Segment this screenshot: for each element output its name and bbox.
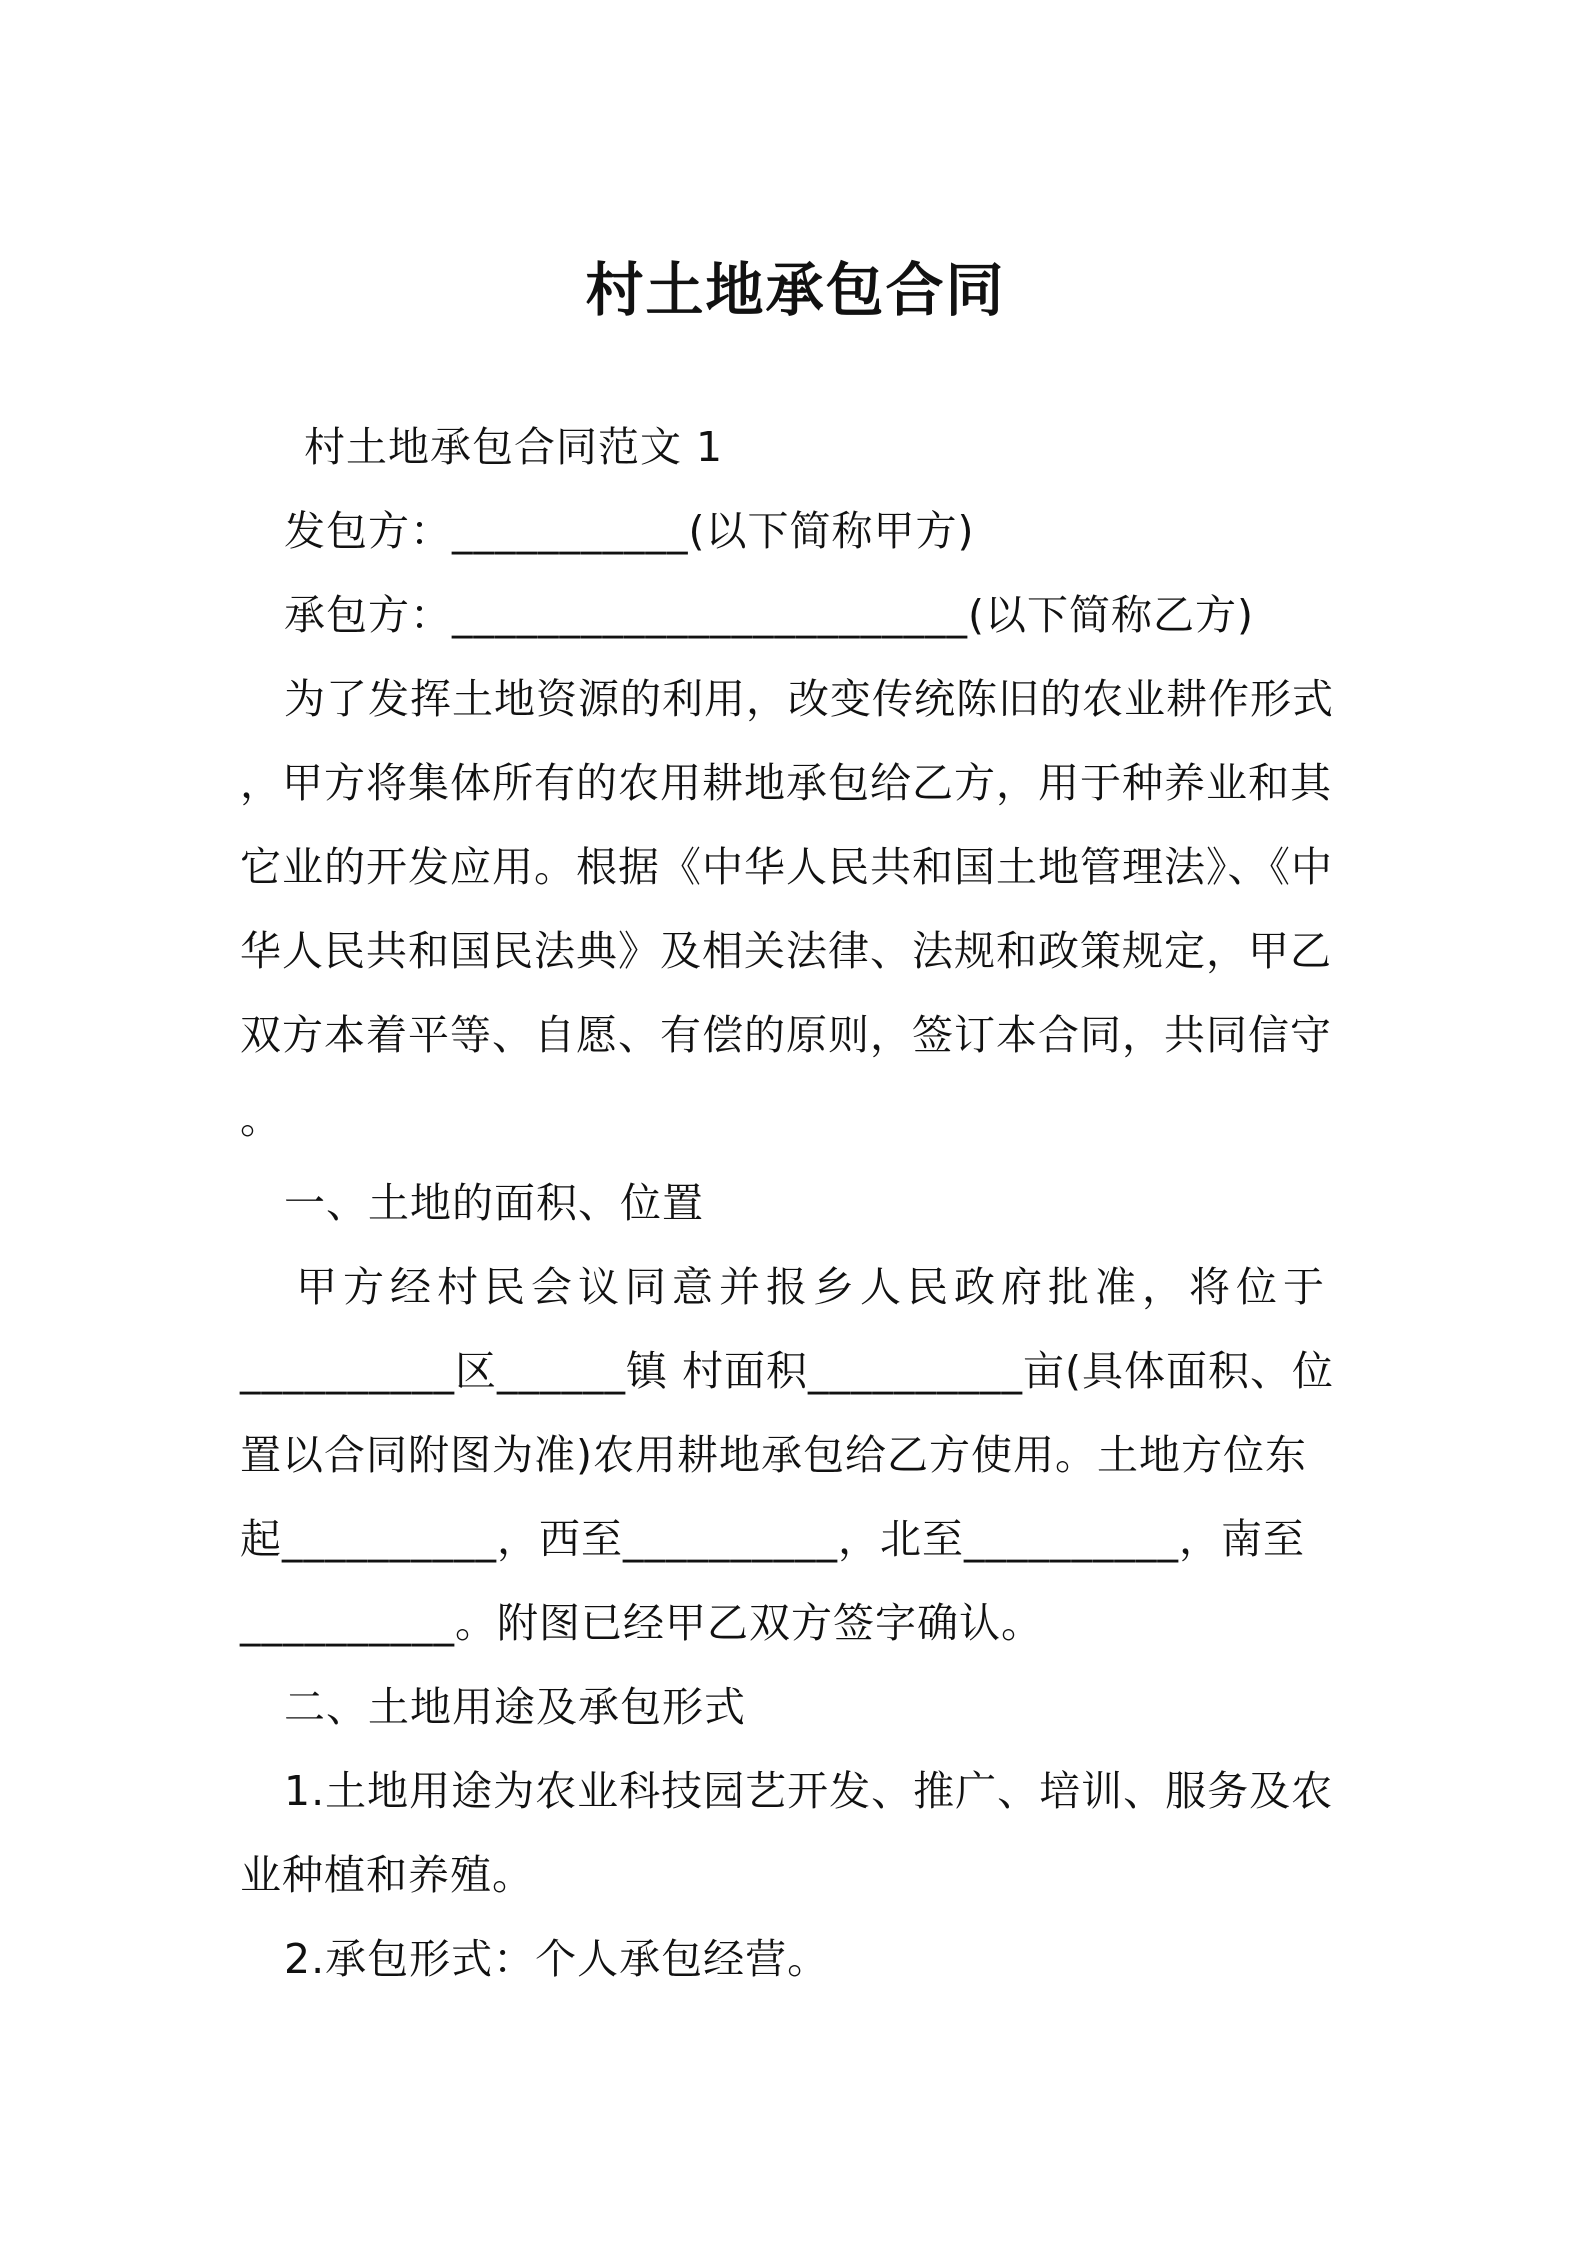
party-b-line: 承包方：________________________(以下简称乙方) xyxy=(284,591,1254,639)
document-title: 村土地承包合同 xyxy=(585,256,1006,324)
intro-paragraph xyxy=(240,657,1351,1161)
section2-item1 xyxy=(240,1749,1351,1917)
intro-line-6: 。 xyxy=(240,1095,282,1143)
intro-line-3: 它业的开发应用。根据《中华人民共和国土地管理法》、《中 xyxy=(240,843,1333,891)
section1-line-1: 甲方经村民会议同意并报乡人民政府批准，将位于 xyxy=(296,1263,1330,1311)
section1-line-4: 起__________，西至__________，北至__________，南至 xyxy=(240,1515,1305,1563)
section1-line-2: __________区______镇 村面积__________亩(具体面积、位 xyxy=(240,1347,1335,1395)
section2-item2: 2.承包形式：个人承包经营。 xyxy=(284,1935,830,1983)
intro-line-4: 华人民共和国民法典》及相关法律、法规和政策规定，甲乙 xyxy=(240,927,1332,975)
party-a-line: 发包方：___________(以下简称甲方) xyxy=(284,507,975,555)
section2-item1-line-1: 1.土地用途为农业科技园艺开发、推广、培训、服务及农 xyxy=(284,1767,1334,1815)
section1-paragraph xyxy=(240,1245,1351,1665)
intro-line-1: 为了发挥土地资源的利用，改变传统陈旧的农业耕作形式 xyxy=(284,675,1334,723)
section1-line-5: __________。附图已经甲乙双方签字确认。 xyxy=(240,1599,1043,1647)
section2-item1-line-2: 业种植和养殖。 xyxy=(240,1851,534,1899)
section2-heading: 二、土地用途及承包形式 xyxy=(284,1683,746,1731)
section1-line-3: 置以合同附图为准)农用耕地承包给乙方使用。土地方位东 xyxy=(240,1431,1307,1479)
intro-line-2: ，甲方将集体所有的农用耕地承包给乙方，用于种养业和其 xyxy=(240,759,1332,807)
section1-heading: 一、土地的面积、位置 xyxy=(284,1179,704,1227)
intro-line-5: 双方本着平等、自愿、有偿的原则，签订本合同，共同信守 xyxy=(240,1011,1332,1059)
document-subtitle: 村土地承包合同范文 1 xyxy=(304,423,724,471)
